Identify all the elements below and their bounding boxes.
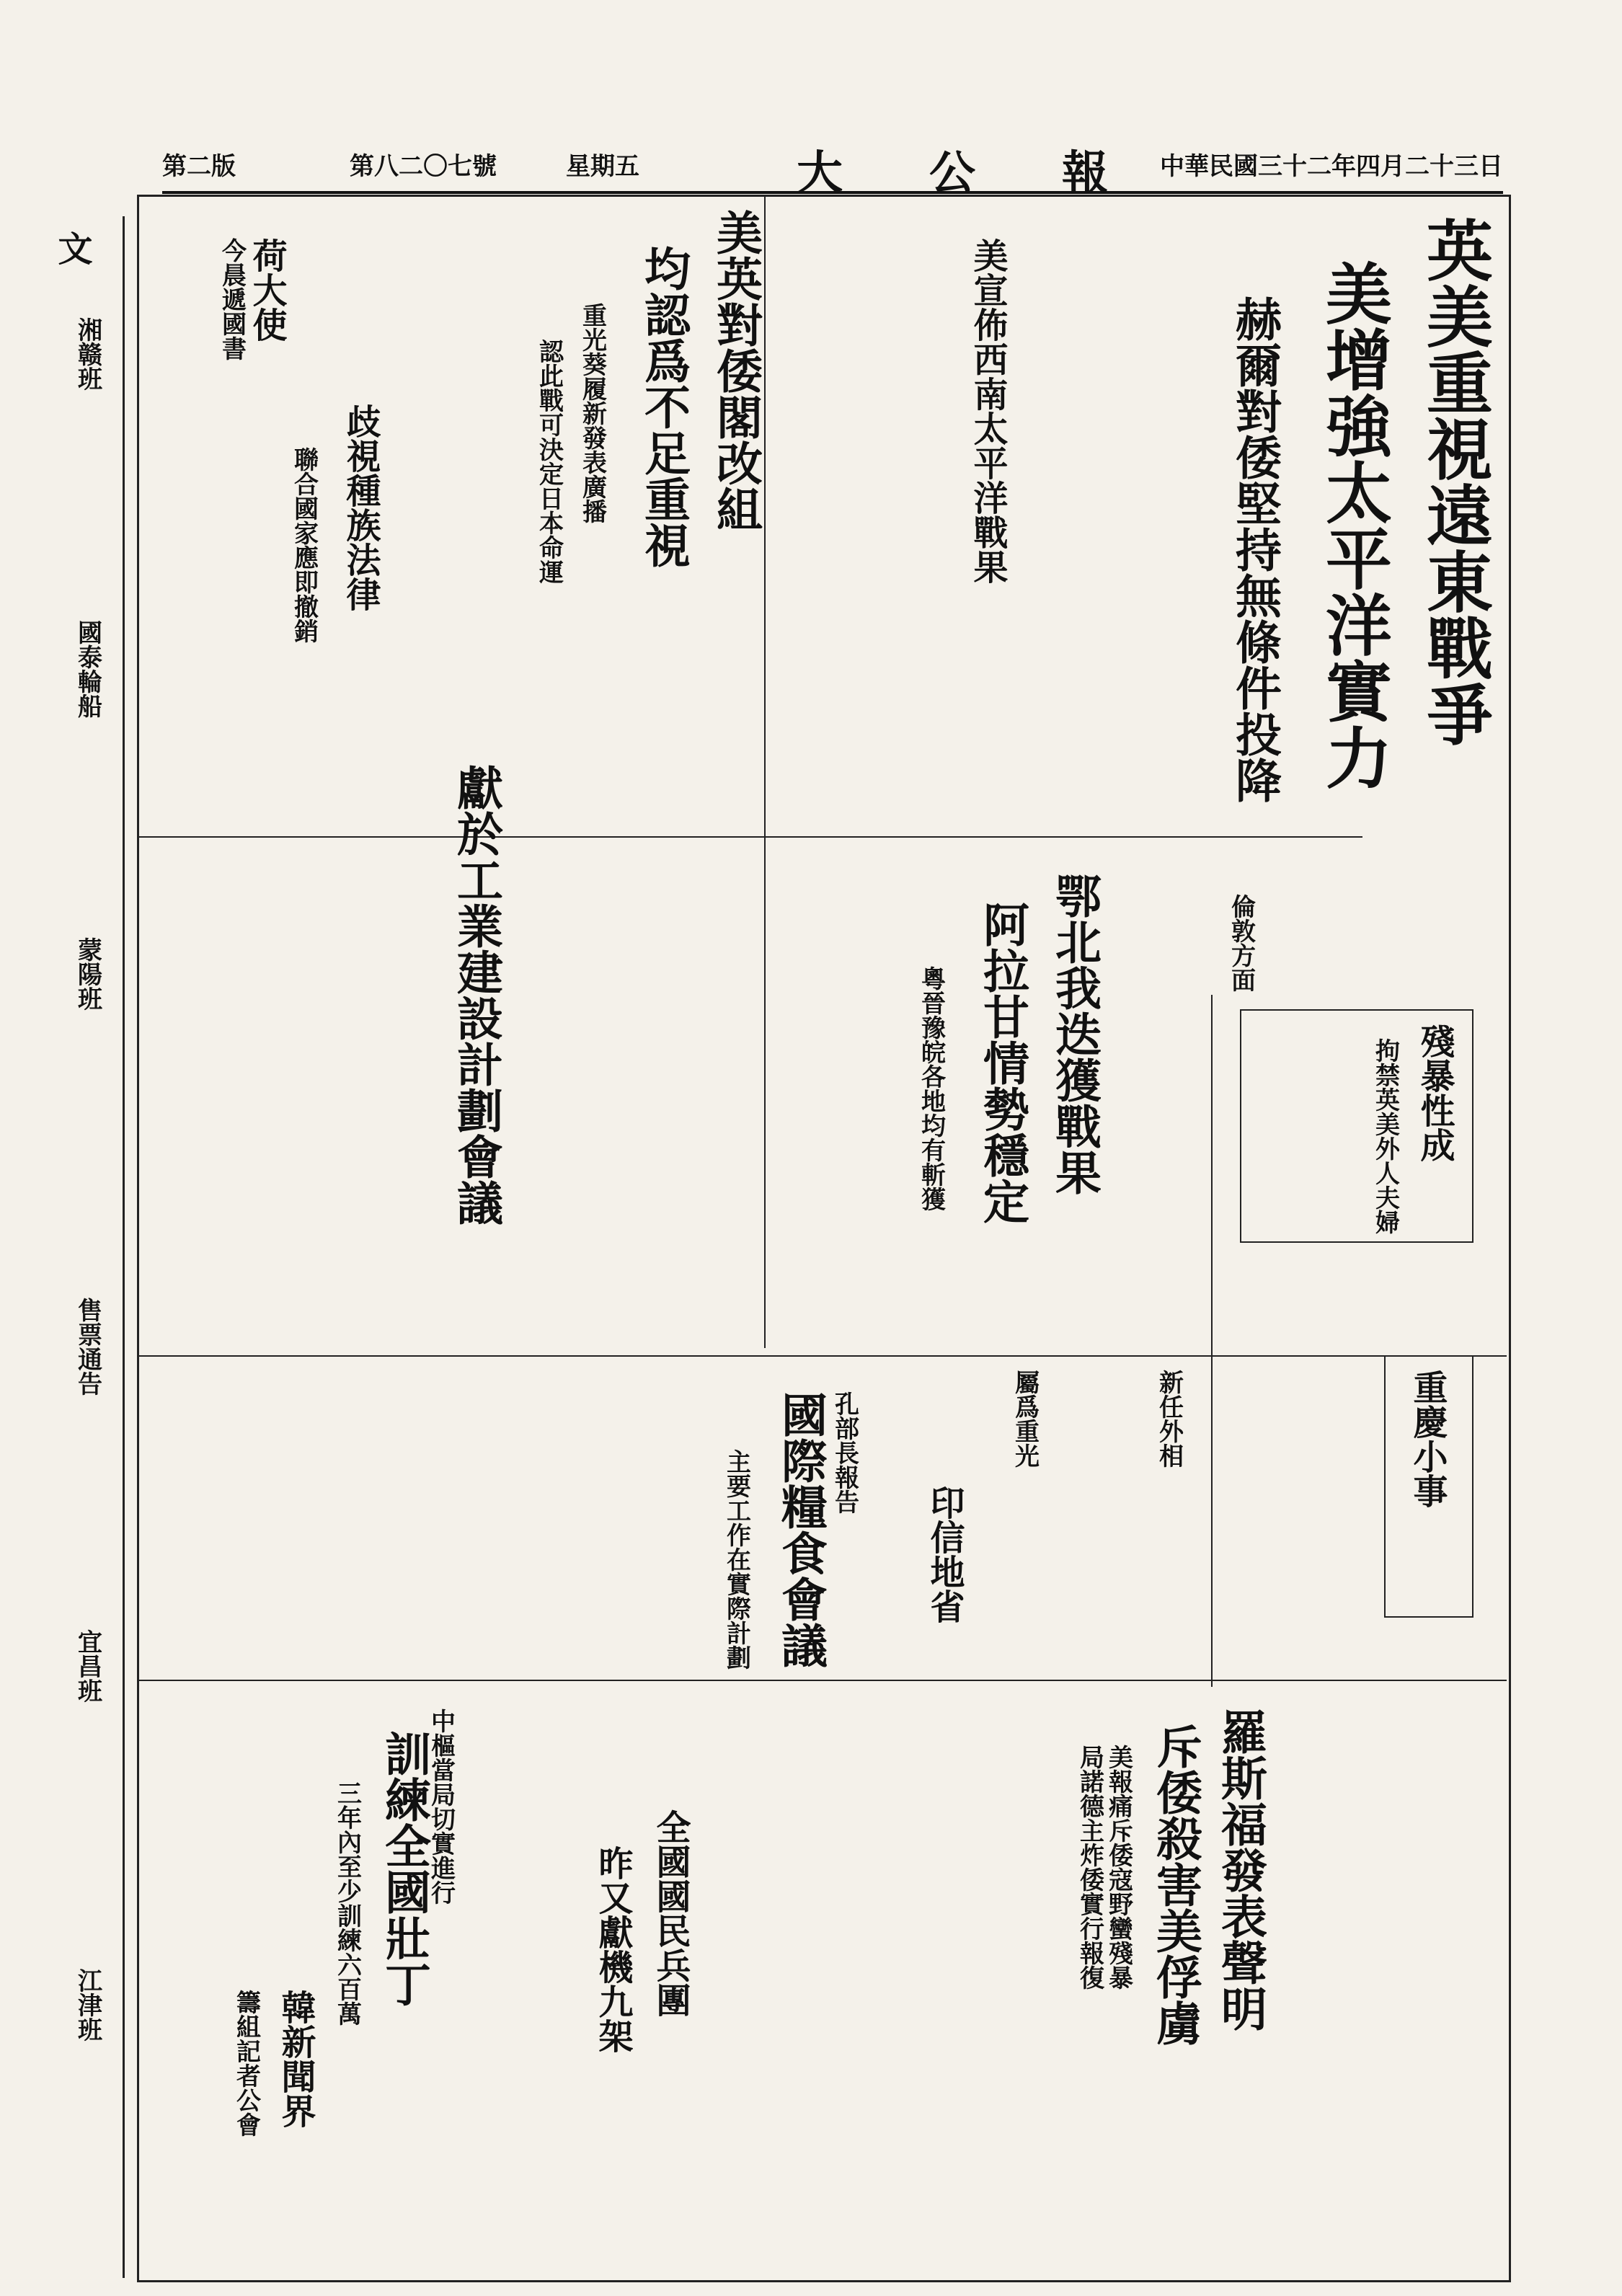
japan-deck-1: 重光葵履新發表廣播 xyxy=(577,303,607,523)
ambassador-headline: 荷大使 xyxy=(247,238,287,342)
column-rule xyxy=(1211,995,1213,1687)
side-item: 江津班 xyxy=(73,1968,102,2042)
japan-headline-2: 均認爲不足重視 xyxy=(637,245,691,568)
issue-number: 第八二〇七號 xyxy=(350,152,497,181)
sw-pacific-headline: 美宣佈西南太平洋戰果 xyxy=(967,238,1008,584)
training-topline: 中樞當局切實進行 xyxy=(426,1708,456,1905)
hubei-deck: 粵晉豫皖各地均有斬獲 xyxy=(916,966,946,1211)
hubei-headline-1: 鄂北我迭獲戰果 xyxy=(1047,872,1102,1195)
printing-headline: 印信地省 xyxy=(924,1485,965,1623)
youth-headline: 全國國民兵團 xyxy=(650,1809,691,2017)
london-headline: 倫敦方面 xyxy=(1226,894,1256,992)
weekday: 星期五 xyxy=(566,152,639,181)
industry-headline: 獻於工業建設計劃會議 xyxy=(449,764,503,1225)
column-rule xyxy=(137,836,1362,838)
newspaper-title: 大公報 xyxy=(797,146,1195,200)
issue-date: 中華民國三十二年四月二十三日 xyxy=(1160,152,1503,181)
roosevelt-deck: 美報痛斥倭寇野蠻殘暴 xyxy=(1104,1745,1133,1990)
lead-deck: 赫爾對倭堅持無條件投降 xyxy=(1228,296,1282,803)
column-rule xyxy=(137,1355,1507,1357)
roosevelt-deck-2: 局諾德主炸倭實行報復 xyxy=(1075,1745,1104,1990)
lead-subheadline: 美增強太平洋實力 xyxy=(1315,260,1393,790)
side-item: 國泰輪船 xyxy=(73,620,102,718)
side-item: 售票通告 xyxy=(73,1298,102,1396)
korean-press-deck: 籌組記者公會 xyxy=(231,1990,261,2137)
training-headline: 訓練全國壯丁 xyxy=(377,1730,431,2007)
side-item: 湘赣班 xyxy=(73,317,102,391)
page-number: 第二版 xyxy=(162,152,236,181)
food-headline: 國際糧食會議 xyxy=(774,1391,828,1668)
roosevelt-subheadline: 斥倭殺害美俘虜 xyxy=(1148,1723,1202,2046)
roosevelt-headline: 羅斯福發表聲明 xyxy=(1213,1708,1267,2031)
side-strip xyxy=(14,216,125,2278)
kong-report: 孔部長報告 xyxy=(830,1391,859,1514)
korean-press-headline: 韓新聞界 xyxy=(275,1990,316,2128)
youth-deck: 昨又獻機九架 xyxy=(593,1845,633,2053)
ambassador-deck: 今晨遞國書 xyxy=(217,238,247,360)
chongqing-headline: 重慶小事 xyxy=(1407,1370,1448,1508)
violence-headline: 殘暴性成 xyxy=(1414,1024,1455,1162)
japan-headline-1: 美英對倭閣改組 xyxy=(709,209,763,532)
side-label: 文 xyxy=(52,231,92,265)
training-deck: 三年內至少訓練六百萬 xyxy=(332,1781,362,2026)
japan-deck-2: 認此戰可決定日本命運 xyxy=(534,339,564,584)
racial-law-headline: 歧視種族法律 xyxy=(340,404,381,611)
lead-headline: 英美重視遠東戰爭 xyxy=(1416,216,1494,747)
column-rule xyxy=(764,195,766,1348)
hubei-headline-2: 阿拉甘情勢穩定 xyxy=(975,901,1029,1224)
diplomacy-headline: 新任外相 xyxy=(1154,1370,1184,1468)
diplomacy-deck: 屬爲重光 xyxy=(1010,1370,1040,1468)
racial-law-deck: 聯合國家應即撤銷 xyxy=(289,447,319,643)
masthead xyxy=(162,141,1503,200)
violence-deck: 拘禁英美外人夫婦 xyxy=(1370,1038,1400,1234)
side-item: 宜昌班 xyxy=(73,1629,102,1703)
food-deck: 主要工作在實際計劃 xyxy=(722,1449,751,1670)
side-item: 蒙陽班 xyxy=(73,937,102,1011)
